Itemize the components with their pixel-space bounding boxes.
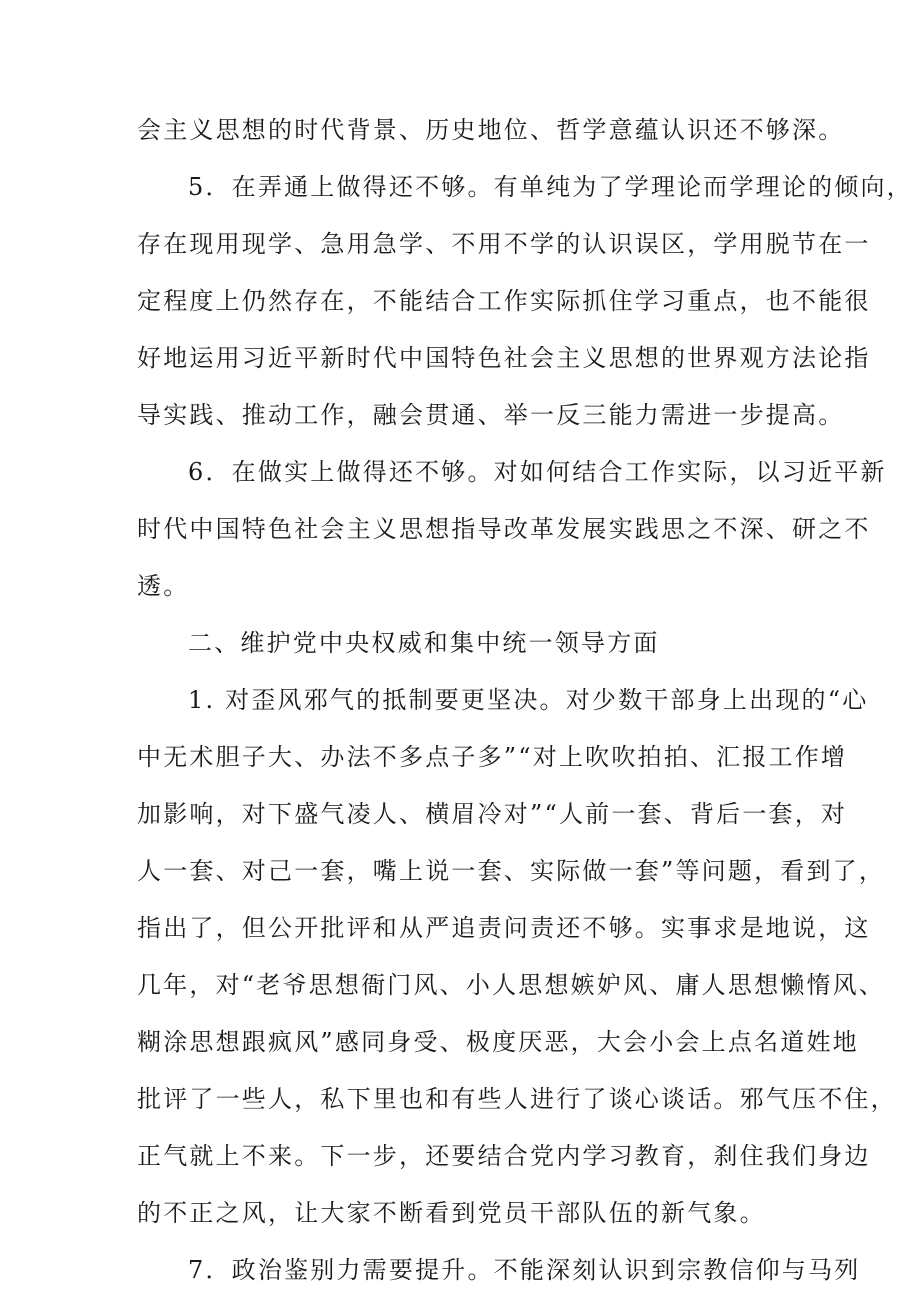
text-line: 会主义思想的时代背景、历史地位、哲学意蕴认识还不够深。 — [137, 116, 845, 144]
text-line: 的不正之风，让大家不断看到党员干部队伍的新气象。 — [137, 1199, 766, 1227]
text-line: 定程度上仍然存在，不能结合工作实际抓住学习重点，也不能很 — [137, 287, 871, 315]
item-1-heading-line: 1. 对歪风邪气的抵制要更坚决。对少数干部身上出现的“心 — [188, 686, 869, 714]
text-line: 透。 — [137, 572, 190, 600]
text-line: 糊涂思想跟疯风”感同身受、极度厌恶，大会小会上点名道姓地 — [137, 1028, 859, 1056]
text-line: 加影响，对下盛气凌人、横眉冷对”“人前一套、背后一套，对 — [137, 800, 848, 828]
text-line: 好地运用习近平新时代中国特色社会主义思想的世界观方法论指 — [137, 344, 871, 372]
text-line: 存在现用现学、急用急学、不用不学的认识误区，学用脱节在一 — [137, 230, 871, 258]
section-heading: 二、维护党中央权威和集中统一领导方面 — [188, 629, 660, 657]
text-line: 正气就上不来。下一步，还要结合党内学习教育，刹住我们身边 — [137, 1142, 871, 1170]
item-5-heading-line: 5．在弄通上做得还不够。有单纯为了学理论而学理论的倾向， — [188, 173, 913, 201]
text-line: 人一套、对己一套，嘴上说一套、实际做一套”等问题，看到了， — [137, 857, 886, 885]
item-7-heading-line: 7．政治鉴别力需要提升。不能深刻认识到宗教信仰与马列 — [188, 1256, 861, 1284]
text-line: 指出了，但公开批评和从严追责问责还不够。实事求是地说，这 — [137, 914, 871, 942]
text-line: 批评了一些人，私下里也和有些人进行了谈心谈话。邪气压不住， — [137, 1085, 897, 1113]
text-line: 中无术胆子大、办法不多点子多”“对上吹吹拍拍、汇报工作增 — [137, 743, 848, 771]
text-line: 时代中国特色社会主义思想指导改革发展实践思之不深、研之不 — [137, 515, 871, 543]
item-6-heading-line: 6．在做实上做得还不够。对如何结合工作实际，以习近平新 — [188, 458, 887, 486]
text-line: 几年，对“老爷思想衙门风、小人思想嫉妒风、庸人思想懒惰风、 — [137, 971, 886, 999]
text-line: 导实践、推动工作，融会贯通、举一反三能力需进一步提高。 — [137, 401, 845, 429]
